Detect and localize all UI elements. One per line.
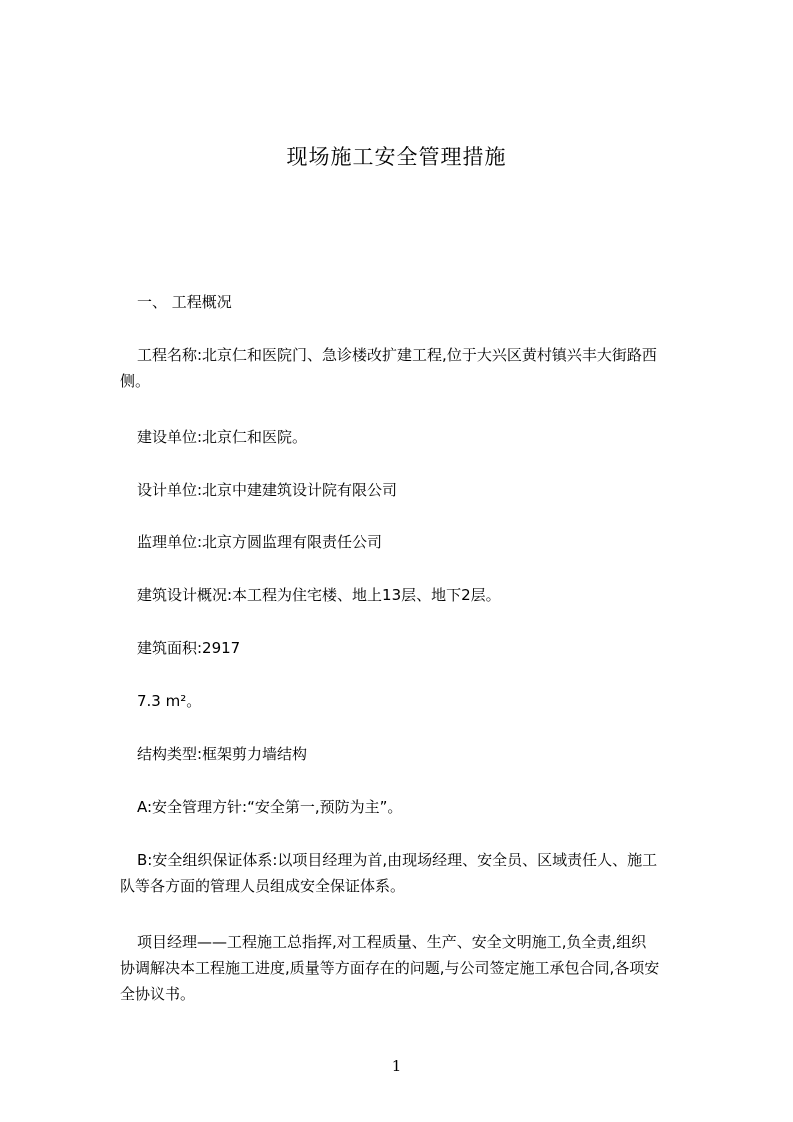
structure-type: 结构类型:框架剪力墙结构 bbox=[137, 745, 308, 763]
safety-policy: A:安全管理方针:“安全第一,预防为主”。 bbox=[137, 798, 403, 816]
document-title: 现场施工安全管理措施 bbox=[286, 145, 507, 169]
project-name-line-1: 工程名称:北京仁和医院门、急诊楼改扩建工程,位于大兴区黄村镇兴丰大街路西 bbox=[137, 346, 657, 364]
project-name-line-2: 侧。 bbox=[120, 372, 151, 390]
design-unit: 设计单位:北京中建建筑设计院有限公司 bbox=[137, 481, 398, 499]
design-overview: 建筑设计概况:本工程为住宅楼、地上13层、地下2层。 bbox=[137, 586, 501, 604]
project-manager-line-1: 项目经理——工程施工总指挥,对工程质量、生产、安全文明施工,负全责,组织 bbox=[137, 933, 647, 951]
project-manager-line-3: 全协议书。 bbox=[120, 985, 196, 1003]
building-area-line-1: 建筑面积:2917 bbox=[137, 639, 241, 657]
section-heading: 一、 工程概况 bbox=[137, 293, 232, 311]
page-number: 1 bbox=[391, 1057, 402, 1075]
building-area-line-2: 7.3 m²。 bbox=[137, 692, 202, 710]
project-manager-line-2: 协调解决本工程施工进度,质量等方面存在的问题,与公司签定施工承包合同,各项安 bbox=[120, 959, 660, 977]
safety-system-line-2: 队等各方面的管理人员组成安全保证体系。 bbox=[120, 877, 406, 895]
construction-unit: 建设单位:北京仁和医院。 bbox=[137, 428, 308, 446]
safety-system-line-1: B:安全组织保证体系:以项目经理为首,由现场经理、安全员、区域责任人、施工 bbox=[137, 851, 658, 869]
supervision-unit: 监理单位:北京方圆监理有限责任公司 bbox=[137, 533, 383, 551]
